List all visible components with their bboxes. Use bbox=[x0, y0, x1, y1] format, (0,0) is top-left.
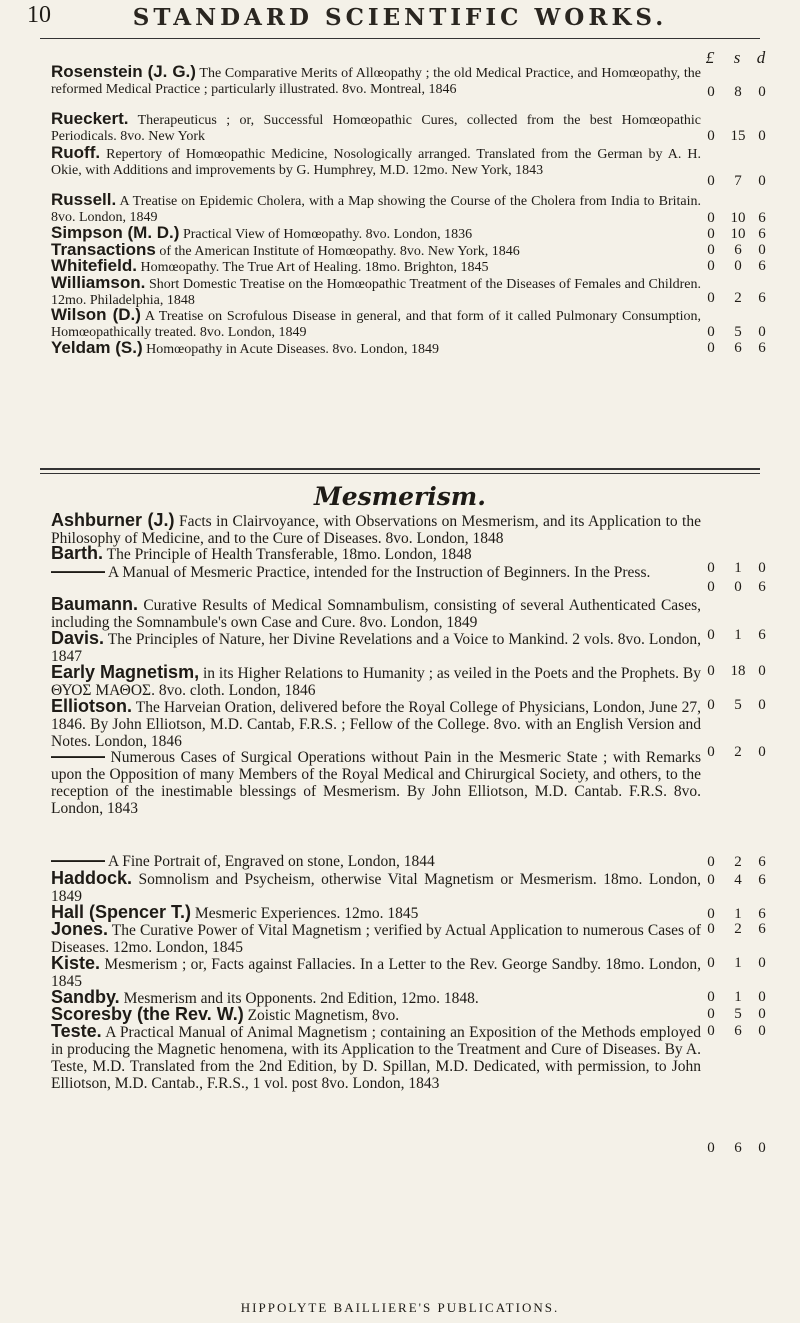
entry-description: A Manual of Mesmeric Practice, intended for the Instruction of Beginners. In the Press. bbox=[105, 564, 651, 581]
price-shillings: 10 bbox=[730, 210, 746, 226]
entry-price bbox=[700, 1023, 790, 1039]
entry-description: The Harveian Oration, delivered before the Royal College of Physicians, London, June 27, 1846. By John Elliotson, M.D. Cantab, F.R.S. ; Fellow of the College. 8vo. with an English Version and Notes. London, 1846 bbox=[51, 699, 701, 750]
price-shillings: 10 bbox=[730, 226, 746, 242]
entry-price bbox=[700, 989, 790, 1005]
entry-author: Rueckert. bbox=[51, 109, 129, 128]
entry-price bbox=[700, 872, 790, 888]
entry-author: Kiste. bbox=[51, 953, 101, 973]
price-shillings: 15 bbox=[730, 128, 746, 144]
homoeopathy-entry bbox=[51, 340, 701, 358]
price-shillings: 5 bbox=[734, 324, 742, 340]
mesmerism-entry bbox=[51, 870, 701, 905]
entry-price bbox=[700, 906, 790, 922]
price-pounds: 0 bbox=[707, 955, 715, 971]
price-pounds: 0 bbox=[707, 560, 715, 576]
entry-author: ——— bbox=[51, 561, 105, 581]
header-rule bbox=[40, 38, 760, 39]
entry-description: Homœopathy. The True Art of Healing. 18mo. Brighton, 1845 bbox=[136, 260, 489, 275]
price-pence: 0 bbox=[758, 1023, 766, 1039]
entry-description: in its Higher Relations to Humanity ; as veiled in the Poets and the Prophets. By ΘΥΟΣ ΜΑΘΟΣ. 8vo. cloth. London, 1846 bbox=[51, 665, 701, 699]
price-shillings: 5 bbox=[734, 1006, 742, 1022]
price-shillings: 0 bbox=[734, 579, 742, 595]
mesmerism-entry bbox=[51, 1006, 701, 1024]
price-pounds: 0 bbox=[707, 921, 715, 937]
price-pence: 6 bbox=[758, 210, 766, 226]
price-shillings: 1 bbox=[734, 627, 742, 643]
price-pounds: 0 bbox=[707, 744, 715, 760]
entry-author: Yeldam (S.) bbox=[51, 338, 143, 357]
homoeopathy-entry bbox=[51, 111, 701, 145]
entry-price bbox=[700, 324, 790, 340]
price-pence: 0 bbox=[758, 173, 766, 189]
entry-price bbox=[700, 258, 790, 274]
section-rule-thin bbox=[40, 473, 760, 474]
price-pence: 0 bbox=[758, 128, 766, 144]
price-shillings: 2 bbox=[734, 854, 742, 870]
price-shillings: 1 bbox=[734, 989, 742, 1005]
price-shillings: 6 bbox=[734, 340, 742, 356]
pounds-header: £ bbox=[705, 48, 715, 67]
mesmerism-entry bbox=[51, 1023, 701, 1092]
price-shillings: 2 bbox=[734, 744, 742, 760]
price-shillings: 4 bbox=[734, 872, 742, 888]
price-pence: 0 bbox=[758, 324, 766, 340]
homoeopathy-entry bbox=[51, 275, 701, 309]
price-pence: 6 bbox=[758, 290, 766, 306]
entry-author: Williamson. bbox=[51, 273, 146, 292]
price-shillings: 7 bbox=[734, 173, 742, 189]
pence-header: d bbox=[756, 48, 766, 67]
price-pence: 6 bbox=[758, 627, 766, 643]
price-pence: 6 bbox=[758, 921, 766, 937]
entry-price bbox=[700, 560, 790, 576]
price-pounds: 0 bbox=[707, 226, 715, 242]
mesmerism-entry bbox=[51, 512, 701, 547]
price-shillings: 2 bbox=[734, 290, 742, 306]
price-pence: 0 bbox=[758, 989, 766, 1005]
homoeopathy-entry bbox=[51, 192, 701, 226]
entry-description: A Treatise on Epidemic Cholera, with a Map showing the Course of the Cholera from India to Britain. 8vo. London, 1849 bbox=[51, 194, 701, 225]
mesmerism-entry bbox=[51, 955, 701, 990]
entry-author: Jones. bbox=[51, 919, 109, 939]
homoeopathy-entry bbox=[51, 258, 701, 276]
price-pounds: 0 bbox=[707, 290, 715, 306]
entry-author: Scoresby (the Rev. W.) bbox=[51, 1004, 244, 1024]
entry-author: Haddock. bbox=[51, 868, 133, 888]
mesmerism-entry bbox=[51, 563, 701, 581]
price-pounds: 0 bbox=[707, 854, 715, 870]
price-shillings: 8 bbox=[734, 84, 742, 100]
entry-description: Numerous Cases of Surgical Operations without Pain in the Mesmeric State ; with Remarks upon the Opposition of many Members of the Royal Medical and Chirurgical Society, and others, to the reception of the inestimable blessings of Mesmerism. By John Elliotson, M.D. Cantab. F.R.S. 8vo. London, 1843 bbox=[51, 749, 701, 817]
entry-description: Mesmerism ; or, Facts against Fallacies. In a Letter to the Rev. George Sandby. 18mo. London, 1845 bbox=[51, 956, 701, 990]
entry-description: The Principle of Health Transferable, 18mo. London, 1848 bbox=[103, 546, 472, 563]
entry-price bbox=[700, 579, 790, 595]
entry-price bbox=[700, 627, 790, 643]
entry-price bbox=[700, 290, 790, 306]
price-pounds: 0 bbox=[707, 627, 715, 643]
entry-price bbox=[700, 697, 790, 713]
homoeopathy-entry bbox=[51, 64, 701, 98]
price-shillings: 0 bbox=[734, 258, 742, 274]
mesmerism-entry bbox=[51, 545, 701, 563]
entry-price bbox=[700, 955, 790, 971]
mesmerism-entry bbox=[51, 630, 701, 665]
entry-description: The Principles of Nature, her Divine Revelations and a Voice to Mankind. 2 vols. 8vo. London, 1847 bbox=[51, 631, 701, 665]
section-rule bbox=[40, 468, 760, 470]
entry-description: Therapeuticus ; or, Successful Homœopathic Cures, collected from the best Homœopathic Periodicals. 8vo. New York bbox=[51, 113, 701, 144]
entry-price bbox=[700, 242, 790, 258]
price-shillings: 1 bbox=[734, 906, 742, 922]
price-pounds: 0 bbox=[707, 697, 715, 713]
entry-author: Early Magnetism, bbox=[51, 662, 200, 682]
entry-author: Teste. bbox=[51, 1021, 102, 1041]
entry-author: Baumann. bbox=[51, 594, 139, 614]
price-shillings: 18 bbox=[730, 663, 746, 679]
price-pence: 6 bbox=[758, 872, 766, 888]
section-title-mesmerism: Mesmerism. bbox=[314, 482, 486, 511]
entry-author: Barth. bbox=[51, 543, 104, 563]
entry-price bbox=[700, 340, 790, 356]
entry-author: Elliotson. bbox=[51, 696, 132, 716]
price-pence: 6 bbox=[758, 906, 766, 922]
price-pence: 0 bbox=[758, 84, 766, 100]
entry-description: Curative Results of Medical Somnambulism, consisting of several Authenticated Cases, including the Somnambule's own Case and Cure. 8vo. London, 1849 bbox=[51, 597, 701, 631]
entry-description: Homœopathy in Acute Diseases. 8vo. London, 1849 bbox=[142, 342, 439, 357]
entry-author: Rosenstein (J. G.) bbox=[51, 62, 196, 81]
entry-price bbox=[700, 210, 790, 226]
mesmerism-entry bbox=[51, 921, 701, 956]
entry-price bbox=[700, 1140, 790, 1156]
price-pence: 0 bbox=[758, 697, 766, 713]
price-pence: 0 bbox=[758, 1006, 766, 1022]
entry-author: Sandby. bbox=[51, 987, 120, 1007]
price-pence: 0 bbox=[758, 663, 766, 679]
entry-price bbox=[700, 226, 790, 242]
price-pounds: 0 bbox=[707, 1006, 715, 1022]
homoeopathy-entry bbox=[51, 145, 701, 179]
entry-description: A Treatise on Scrofulous Disease in general, and that form of it called Pulmonary Consumption, Homœopathically treated. 8vo. London, 1849 bbox=[51, 309, 701, 340]
price-shillings: 6 bbox=[734, 1140, 742, 1156]
price-shillings: 6 bbox=[734, 242, 742, 258]
page-footer: HIPPOLYTE BAILLIERE'S PUBLICATIONS. bbox=[240, 1300, 560, 1315]
entry-price bbox=[700, 128, 790, 144]
price-pence: 0 bbox=[758, 242, 766, 258]
entry-description: Mesmerism and its Opponents. 2nd Edition, 12mo. 1848. bbox=[119, 990, 479, 1007]
entry-author: Ashburner (J.) bbox=[51, 510, 175, 530]
price-shillings: 1 bbox=[734, 560, 742, 576]
entry-description: The Comparative Merits of Allœopathy ; the old Medical Practice, and Homœopathy, the reformed Medical Practice ; particularly illustrated. 8vo. Montreal, 1846 bbox=[51, 66, 702, 97]
mesmerism-entry bbox=[51, 852, 701, 870]
entry-price bbox=[700, 84, 790, 100]
price-pounds: 0 bbox=[707, 872, 715, 888]
price-pence: 6 bbox=[758, 226, 766, 242]
entry-author: ——— bbox=[51, 746, 105, 766]
price-pence: 6 bbox=[758, 340, 766, 356]
entry-author: Wilson (D.) bbox=[51, 305, 141, 324]
price-pence: 0 bbox=[758, 744, 766, 760]
mesmerism-entry bbox=[51, 596, 701, 631]
price-pounds: 0 bbox=[707, 906, 715, 922]
price-pounds: 0 bbox=[707, 128, 715, 144]
price-pence: 6 bbox=[758, 854, 766, 870]
entry-description: A Fine Portrait of, Engraved on stone, London, 1844 bbox=[105, 853, 435, 870]
price-pence: 6 bbox=[758, 258, 766, 274]
entry-author: Davis. bbox=[51, 628, 105, 648]
entry-author: Transactions bbox=[51, 240, 156, 259]
price-pounds: 0 bbox=[707, 173, 715, 189]
entry-description: Facts in Clairvoyance, with Observations on Mesmerism, and its Application to the Philosophy of Medicine, and to the Cure of Diseases. 8vo. London, 1848 bbox=[51, 513, 701, 547]
page-header-title: STANDARD SCIENTIFIC WORKS. bbox=[132, 4, 668, 31]
mesmerism-entry bbox=[51, 904, 701, 922]
price-pence: 6 bbox=[758, 579, 766, 595]
price-pence: 0 bbox=[758, 955, 766, 971]
entry-author: Hall (Spencer T.) bbox=[51, 902, 192, 922]
homoeopathy-entry bbox=[51, 307, 701, 341]
entry-price bbox=[700, 921, 790, 937]
price-pounds: 0 bbox=[707, 84, 715, 100]
price-pounds: 0 bbox=[707, 210, 715, 226]
price-pence: 0 bbox=[758, 560, 766, 576]
price-shillings: 1 bbox=[734, 955, 742, 971]
price-pounds: 0 bbox=[707, 340, 715, 356]
entry-description: Zoistic Magnetism, 8vo. bbox=[243, 1007, 400, 1024]
entry-price bbox=[700, 744, 790, 760]
entry-author: Whitefield. bbox=[51, 256, 137, 275]
entry-author: ——— bbox=[51, 850, 105, 870]
entry-description: A Practical Manual of Animal Magnetism ; containing an Exposition of the Methods employed in producing the Magnetic henomena, with its Application to the Treatment and Cure of Diseases. By A. Teste, M.D. Translated from the 2nd Edition, by D. Spillan, M.D. Dedicated, with permission, to John Elliotson, M.D. Cantab., F.R.S., 1 vol. post 8vo. London, 1843 bbox=[51, 1024, 701, 1092]
entry-price bbox=[700, 663, 790, 679]
price-pounds: 0 bbox=[707, 663, 715, 679]
entry-price bbox=[700, 173, 790, 189]
entry-price bbox=[700, 854, 790, 870]
price-shillings: 5 bbox=[734, 697, 742, 713]
price-shillings: 6 bbox=[734, 1023, 742, 1039]
entry-description: Repertory of Homœopathic Medicine, Nosologically arranged. Translated from the German by A. H. Okie, with Additions and improvements by G. Humphrey, M.D. 12mo. New York, 1843 bbox=[51, 147, 701, 178]
mesmerism-entry bbox=[51, 698, 701, 750]
price-pounds: 0 bbox=[707, 1023, 715, 1039]
entry-author: Ruoff. bbox=[51, 143, 101, 162]
entry-author: Simpson (M. D.) bbox=[51, 223, 180, 242]
price-pounds: 0 bbox=[707, 324, 715, 340]
price-pounds: 0 bbox=[707, 258, 715, 274]
price-shillings: 2 bbox=[734, 921, 742, 937]
entry-description: Short Domestic Treatise on the Homœopathic Treatment of the Diseases of Females and Children. 12mo. Philadelphia, 1848 bbox=[51, 277, 701, 308]
mesmerism-entry bbox=[51, 664, 701, 699]
entry-description: of the American Institute of Homœopathy. 8vo. New York, 1846 bbox=[155, 244, 520, 259]
price-pounds: 0 bbox=[707, 989, 715, 1005]
page-number: 10 bbox=[27, 2, 51, 28]
entry-author: Russell. bbox=[51, 190, 117, 209]
entry-description: The Curative Power of Vital Magnetism ; verified by Actual Application to numerous Cases of Diseases. 12mo. London, 1845 bbox=[51, 922, 701, 956]
shillings-header: s bbox=[733, 48, 741, 67]
price-pounds: 0 bbox=[707, 579, 715, 595]
mesmerism-entry bbox=[51, 748, 701, 817]
price-pounds: 0 bbox=[707, 1140, 715, 1156]
entry-price bbox=[700, 1006, 790, 1022]
entry-description: Mesmeric Experiences. 12mo. 1845 bbox=[191, 905, 419, 922]
entry-description: Practical View of Homœopathy. 8vo. London, 1836 bbox=[179, 227, 473, 242]
price-pounds: 0 bbox=[707, 242, 715, 258]
entry-description: Somnolism and Psycheism, otherwise Vital Magnetism or Mesmerism. 18mo. London, 1849 bbox=[51, 871, 701, 905]
price-pence: 0 bbox=[758, 1140, 766, 1156]
